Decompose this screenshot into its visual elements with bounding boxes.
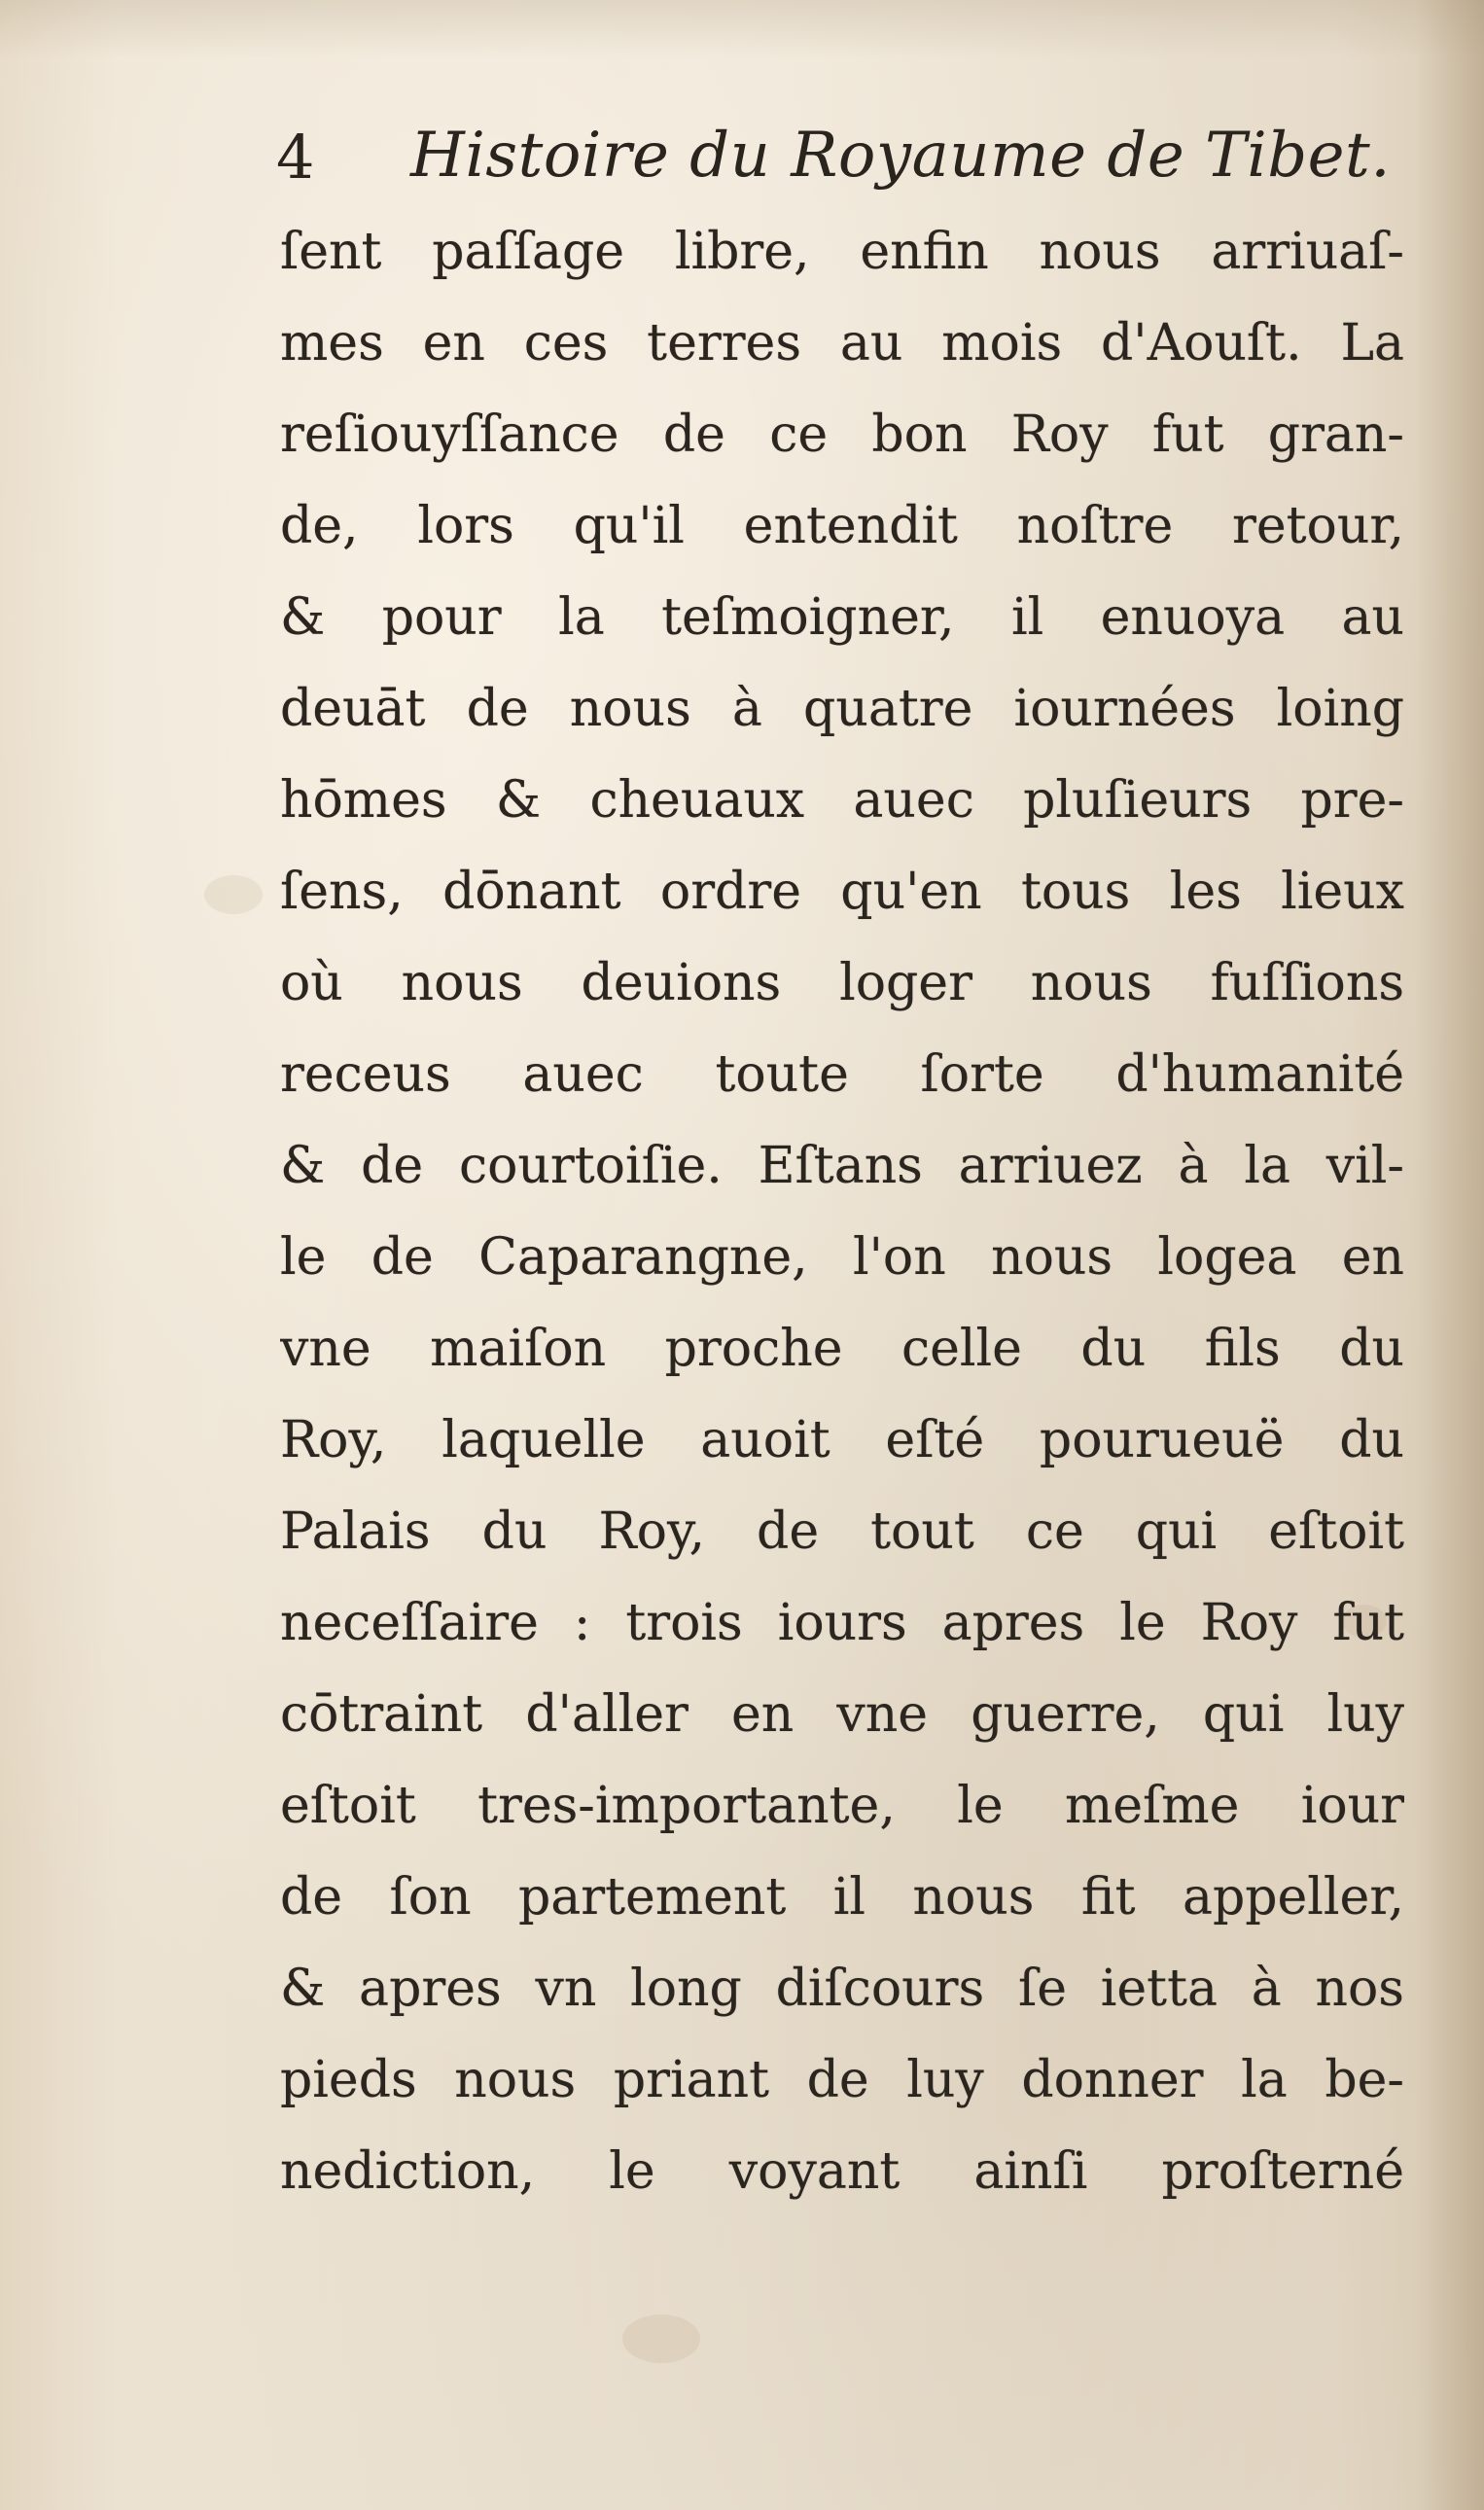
text-line: de ſon partement il nous fit appeller, [280,1868,1404,1927]
text-line: cōtraint d'aller en vne guerre, qui luy [280,1685,1404,1744]
paper-stain [622,2315,700,2363]
text-line: nediction, le voyant ainſi proſterné [280,2142,1404,2201]
text-line: Roy, laquelle auoit eſté pourueuë du [280,1411,1404,1469]
text-line: & apres vn long diſcours ſe ietta à nos [280,1960,1404,2018]
page-header [276,115,1404,208]
text-line: hōmes & cheuaux auec pluſieurs pre- [280,771,1404,830]
page-edge-shadow [1416,0,1484,2510]
page-number: 4 [276,122,315,193]
text-line: ſens, dōnant ordre qu'en tous les lieux [280,863,1404,921]
text-line: Palais du Roy, de tout ce qui eſtoit [280,1502,1404,1561]
text-line: reſiouyſſance de ce bon Roy fut gran- [280,406,1404,464]
paper-stain [204,875,263,914]
page-top-shadow [0,0,1484,58]
text-line: deuāt de nous à quatre iournées loing [280,680,1404,738]
text-line: neceſſaire : trois iours apres le Roy fut [280,1594,1404,1652]
text-line: de, lors qu'il entendit noſtre retour, [280,497,1404,555]
text-line: & de courtoiſie. Eſtans arriuez à la vil- [280,1137,1404,1195]
text-line: receus auec toute ſorte d'humanité [280,1045,1404,1104]
text-line: pieds nous priant de luy donner la be- [280,2051,1404,2109]
text-line: où nous deuions loger nous fuſſions [280,954,1404,1012]
text-line: vne maiſon proche celle du fils du [280,1320,1404,1378]
text-line: le de Caparangne, l'on nous logea en [280,1228,1404,1287]
text-line: eſtoit tres-importante, le meſme iour [280,1777,1404,1835]
text-line: mes en ces terres au mois d'Aouſt. La [280,314,1404,372]
body-text [280,206,1404,2217]
text-line: ſent paſſage libre, enfin nous arriuaſ- [280,223,1404,281]
running-head: Histoire du Royaume de Tibet. [410,120,1392,192]
text-line: & pour la teſmoigner, il enuoya au [280,588,1404,647]
